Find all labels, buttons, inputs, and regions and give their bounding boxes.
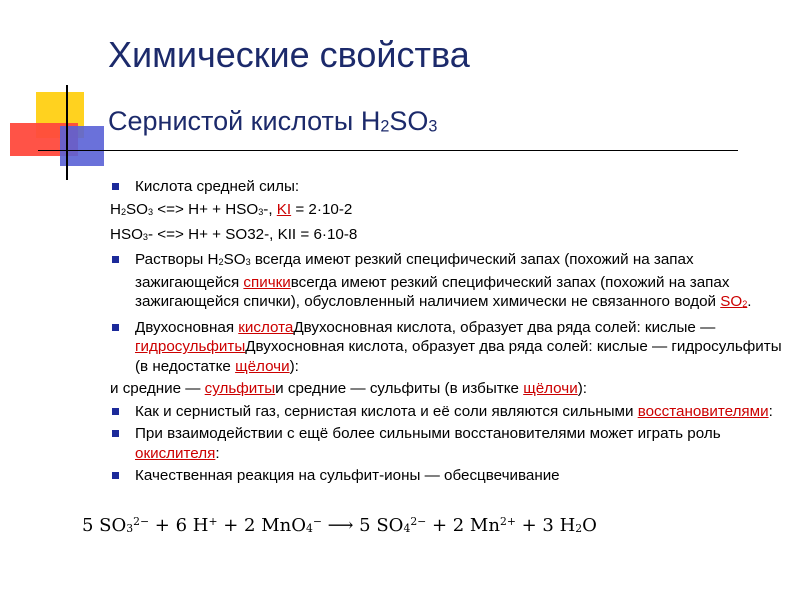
- link-sulfity[interactable]: сульфиты: [204, 380, 276, 398]
- link-okislitelya[interactable]: окислителя: [135, 444, 216, 462]
- bullet-icon: [112, 183, 119, 190]
- bullet-item: Растворы H2SO3 всегда имеют резкий специфический запах (похожий на запах зажигающейся спичкивсегда имеют резкий специфический запах (похожий на запах зажигающейся спички), обусловленный наличием химически не связанного водой SO2.: [110, 250, 790, 314]
- bullet-item: При взаимодействии с ещё более сильными восстановителями может играть роль окислителя:: [110, 424, 790, 463]
- link-shchelochi-2[interactable]: щёлочи: [523, 380, 578, 398]
- decor-vertical-line: [66, 85, 68, 180]
- bullet-item: Кислота средней силы:: [110, 177, 790, 197]
- slide-title: Химические свойства: [108, 34, 470, 75]
- text-line: H2SO3 <=> H+ + HSO3-, KI = 2·10-2: [110, 200, 353, 218]
- bullet-icon: [112, 472, 119, 479]
- bullet-icon: [112, 408, 119, 415]
- bullet-icon: [112, 430, 119, 437]
- link-so2[interactable]: SO2: [720, 293, 748, 311]
- link-ki[interactable]: KI: [276, 200, 292, 218]
- link-shchelochi[interactable]: щёлочи: [235, 357, 290, 375]
- link-gidrosulfity[interactable]: гидросульфиты: [135, 338, 246, 356]
- decor-horizontal-line: [38, 150, 738, 151]
- bullet-icon: [112, 256, 119, 263]
- text-line: HSO3- <=> H+ + SO32-, KII = 6·10-8: [110, 225, 358, 243]
- reaction-equation: 5 $SO3^{2-} + 6$ H+ + 2 MnO4− ⟶ 5 $SO4^{2-} + 2$ $Mn^{2+} + 3$ H2O: [82, 515, 597, 536]
- slide-content: [110, 177, 790, 517]
- bullet-item: Качественная реакция на сульфит-ионы — обесцвечивание: [110, 466, 790, 486]
- bullet-icon: [112, 324, 119, 331]
- slide-subtitle: Сернистой кислоты H2SO3: [108, 106, 438, 136]
- link-spichki[interactable]: спички: [243, 273, 291, 291]
- text-line: и средние — сульфитыи средние — сульфиты (в избытке щёлочи):: [110, 380, 587, 398]
- bullet-item: Как и сернистый газ, сернистая кислота и её соли являются сильными восстановителями:: [110, 402, 790, 422]
- bullet-item: Двухосновная кислотаДвухосновная кислота, образует два ряда солей: кислые — гидросульфитыДвухосновная кислота, образует два ряда солей: кислые — гидросульфиты (в недостатке щёлочи):: [110, 318, 790, 377]
- link-vosstanovitelyami[interactable]: восстановителями: [637, 402, 769, 420]
- link-kislota[interactable]: кислота: [238, 318, 294, 336]
